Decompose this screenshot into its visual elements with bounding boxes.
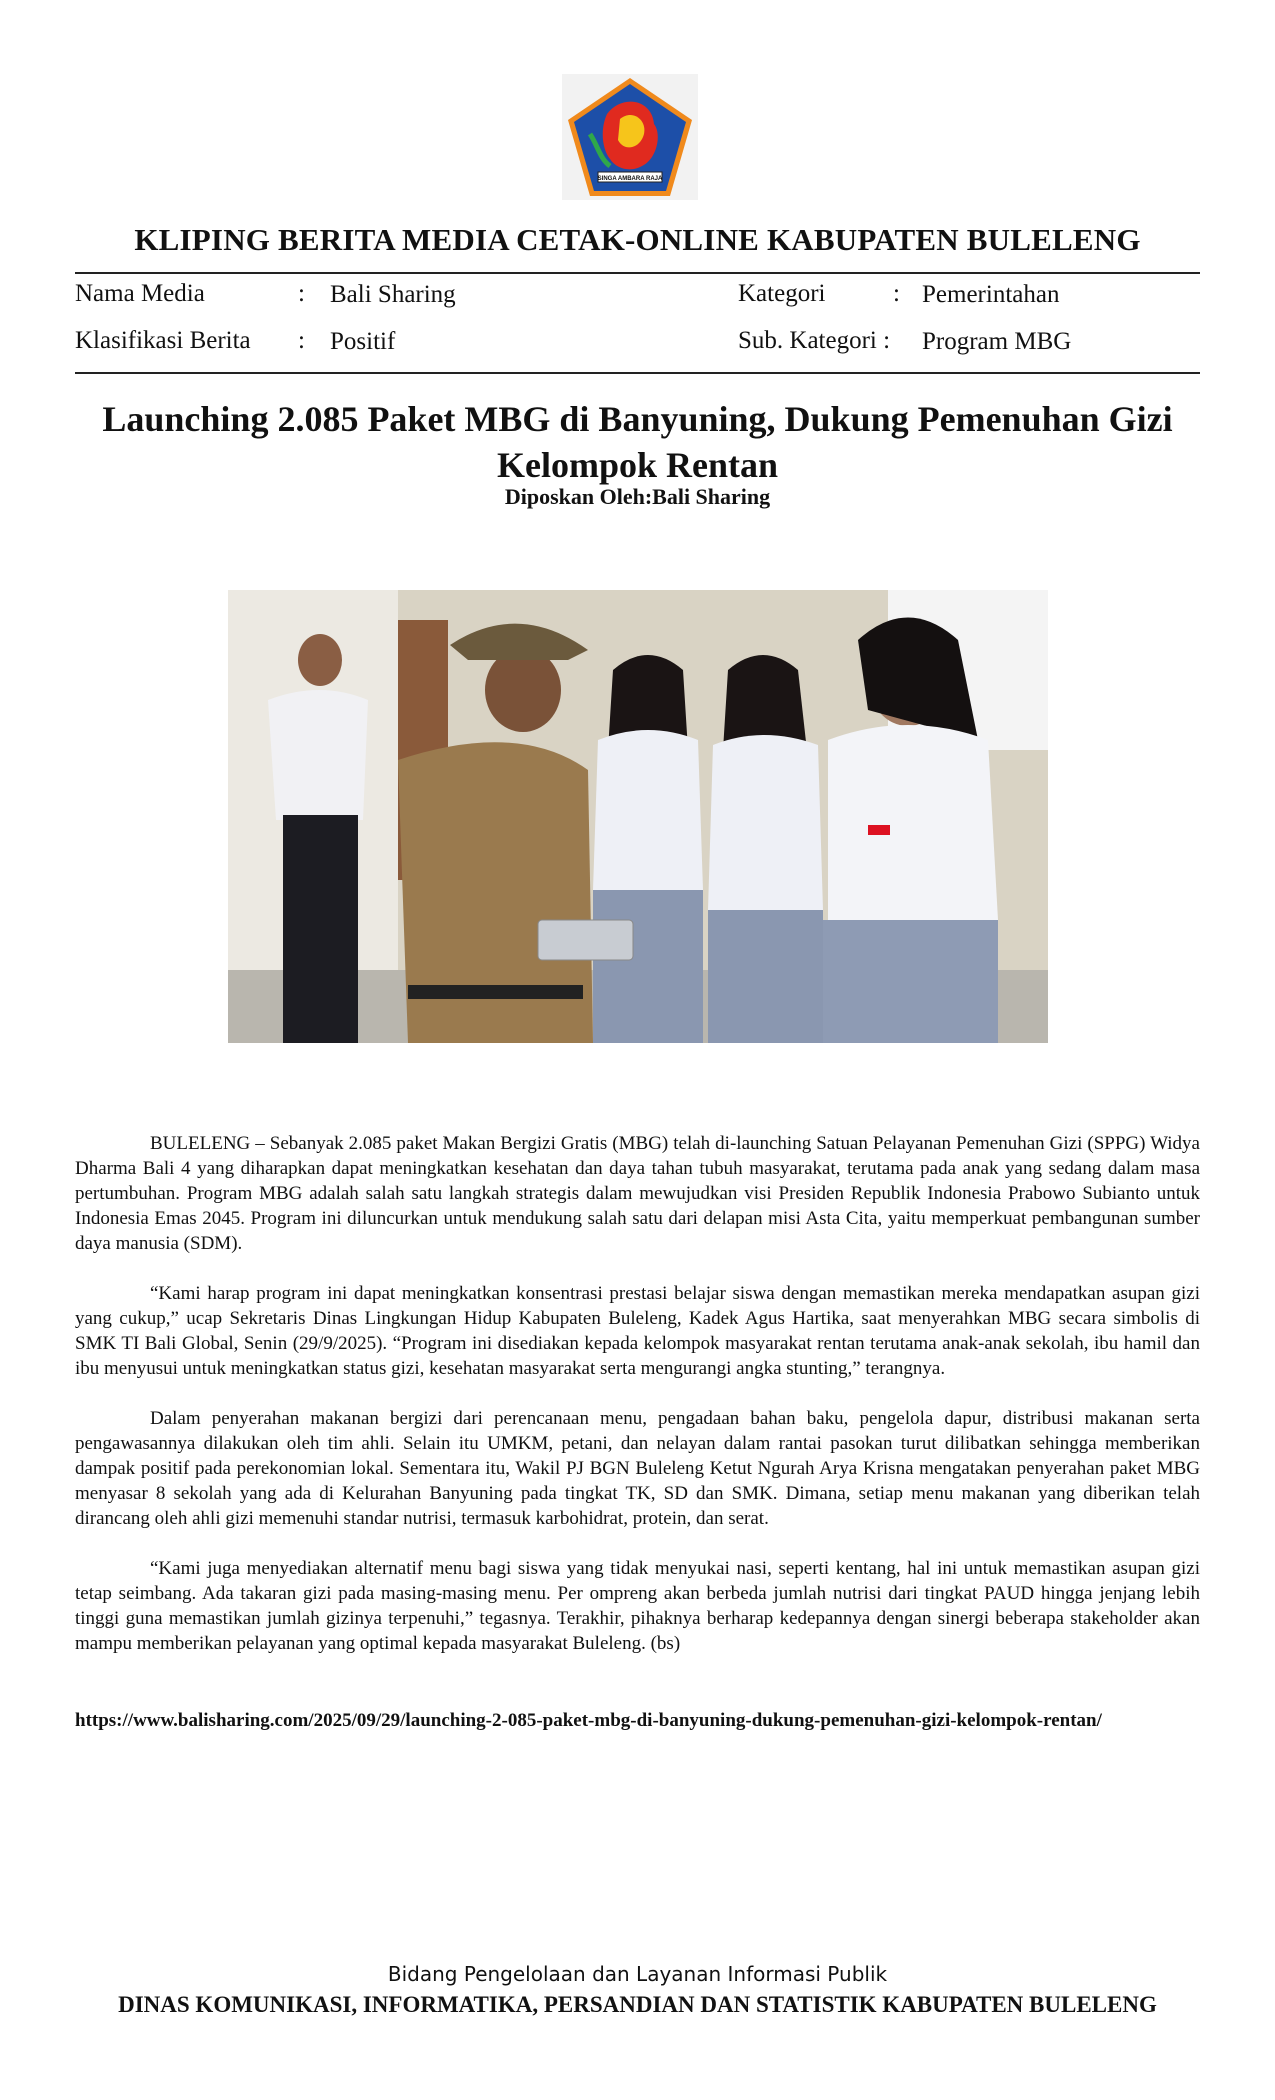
paragraph: Dalam penyerahan makanan bergizi dari perencanaan menu, pengadaan bahan baku, pengelola dapur, distribusi makanan serta pengawasannya dilakukan oleh tim ahli. Selain itu UMKM, petani, dan nelayan dalam rantai pasokan turut dilibatkan sehingga memberikan dampak positif pada perekonomian lokal. Sementara itu, Wakil PJ BGN Buleleng Ketut Ngurah Arya Krisna mengatakan penyerahan paket MBG menyasar 8 sekolah yang ada di Kelurahan Banyuning pada tingkat TK, SD dan SMK. Dimana, setiap menu makanan yang diberikan telah dirancang oleh ahli gizi memenuhi standar nutrisi, termasuk karbohidrat, protein, dan serat. [75, 1408, 1200, 1529]
footer-agency: DINAS KOMUNIKASI, INFORMATIKA, PERSANDIAN DAN STATISTIK KABUPATEN BULELENG [118, 1992, 1157, 2017]
klasifikasi-value: Positif [330, 328, 396, 355]
sub-kategori-label: Sub. Kategori : [738, 327, 891, 354]
paragraph: BULELENG – Sebanyak 2.085 paket Makan Bergizi Gratis (MBG) telah di-launching Satuan Pelayanan Pemenuhan Gizi (SPPG) Widya Dharma Bali 4 yang diharapkan dapat meningkatkan kesehatan dan daya tahan tubuh masyarakat, terutama pada anak yang sedang dalam masa pertumbuhan. Program MBG adalah salah satu langkah strategis dalam mewujudkan visi Presiden Republik Indonesia Prabowo Subianto untuk Indonesia Emas 2045. Program ini diluncurkan untuk mendukung salah satu dari delapan misi Asta Cita, yaitu memperkuat pembangunan sumber daya manusia (SDM). [75, 1133, 1200, 1254]
posted-by: Diposkan Oleh:Bali Sharing [504, 484, 771, 509]
colon: : [893, 280, 900, 307]
divider [75, 372, 1200, 374]
article-body [75, 1131, 1200, 1681]
divider [75, 272, 1200, 274]
nama-media-label: Nama Media [75, 280, 205, 307]
colon: : [298, 280, 305, 307]
kategori-value: Pemerintahan [922, 281, 1060, 308]
article-headline: Launching 2.085 Paket MBG di Banyuning, Dukung Pemenuhan Gizi Kelompok Rentan [102, 399, 1173, 485]
paragraph: “Kami juga menyediakan alternatif menu bagi siswa yang tidak menyukai nasi, seperti kentang, hal ini untuk memastikan asupan gizi tetap seimbang. Ada takaran gizi pada masing-masing menu. Per ompreng akan berbeda jumlah nutrisi dari tingkat PAUD hingga jenjang lebih tinggi guna memastikan jumlah gizinya terpenuhi,” tegasnya. Terakhir, pihaknya berharap kedepannya dengan sinergi beberapa stakeholder akan mampu memberikan pelayanan yang optimal kepada masyarakat Buleleng. (bs) [75, 1558, 1200, 1654]
colon: : [298, 327, 305, 354]
nama-media-value: Bali Sharing [330, 281, 456, 308]
paragraph: “Kami harap program ini dapat meningkatkan konsentrasi prestasi belajar siswa dengan memastikan mereka mendapatkan asupan gizi yang cukup,” ucap Sekretaris Dinas Lingkungan Hidup Kabupaten Buleleng, Kadek Agus Hartika, saat menyerahkan MBG secara simbolis di SMK TI Bali Global, Senin (29/9/2025). “Program ini disediakan kepada kelompok masyarakat rentan terutama anak-anak sekolah, ibu hamil dan ibu menyusui untuk meningkatkan status gizi, kesehatan masyarakat serta mengurangi angka stunting,” terangnya. [75, 1283, 1200, 1379]
source-url-link[interactable]: https://www.balisharing.com/2025/09/29/launching-2-085-paket-mbg-di-banyuning-dukung-pemenuhan-gizi-kelompok-rentan/ [75, 1710, 1102, 1731]
document-title: KLIPING BERITA MEDIA CETAK-ONLINE KABUPATEN BULELENG [134, 222, 1141, 257]
buleleng-regency-emblem [562, 74, 698, 200]
sub-kategori-value: Program MBG [922, 328, 1072, 355]
kategori-label: Kategori [738, 280, 826, 307]
article-photo [228, 590, 1048, 1043]
klasifikasi-label: Klasifikasi Berita [75, 327, 251, 354]
footer-division: Bidang Pengelolaan dan Layanan Informasi Publik [387, 1962, 888, 1986]
svg-text:SINGA AMBARA RAJA: SINGA AMBARA RAJA [597, 176, 663, 182]
